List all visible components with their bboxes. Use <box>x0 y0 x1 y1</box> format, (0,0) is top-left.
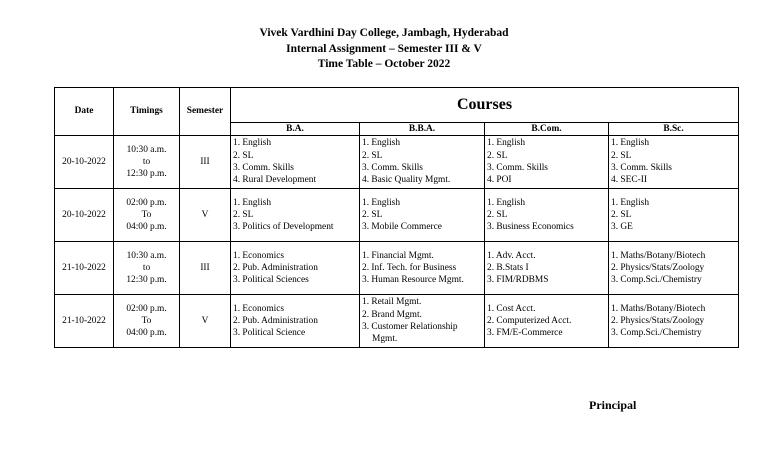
bba-subjects <box>360 295 485 348</box>
list-item: 2. Physics/Stats/Zoology <box>611 262 705 273</box>
list-item: 3. Political Sciences <box>233 275 309 286</box>
principal-signature-label: Principal <box>589 398 637 412</box>
timings-header: Timings <box>114 88 180 136</box>
table-row <box>55 242 739 295</box>
time-to: 12:30 p.m. <box>126 275 167 286</box>
semester-cell: V <box>180 189 231 242</box>
list-item: 1. Maths/Botany/Biotech <box>611 250 706 261</box>
bcom-subjects <box>485 295 609 348</box>
date-header: Date <box>55 88 114 136</box>
list-item: 1. English <box>611 197 650 208</box>
list-item: 1. Economics <box>233 250 285 261</box>
date-cell: 21-10-2022 <box>55 295 114 348</box>
course-head-bba: B.B.A. <box>360 123 485 136</box>
list-item: 2. SL <box>611 209 632 220</box>
list-item: 2. Brand Mgmt. <box>362 309 422 320</box>
list-item: 1. Retail Mgmt. <box>362 297 422 308</box>
date-cell: 21-10-2022 <box>55 242 114 295</box>
list-item: 1. English <box>233 197 272 208</box>
document-header <box>0 26 768 73</box>
list-item: 2. SL <box>487 150 508 161</box>
bcom-subjects <box>485 189 609 242</box>
list-item: 4. SEC-II <box>611 175 647 186</box>
list-item: 1. Maths/Botany/Biotech <box>611 303 706 314</box>
timing-cell <box>114 189 180 242</box>
course-head-bcom: B.Com. <box>485 123 609 136</box>
table-row <box>55 295 739 348</box>
courses-header: Courses <box>231 88 739 123</box>
table-row <box>55 189 739 242</box>
list-item: 2. SL <box>233 209 254 220</box>
list-item: 2. Computerized Acct. <box>487 315 572 326</box>
list-item: 3. Comm. Skills <box>362 163 423 173</box>
table-row <box>55 136 739 189</box>
bba-subjects <box>360 136 485 189</box>
time-to-word: to <box>142 156 151 167</box>
college-name: Vivek Vardhini Day College, Jambagh, Hyderabad <box>259 27 509 39</box>
course-head-ba: B.A. <box>231 123 360 136</box>
bsc-subjects <box>609 295 739 348</box>
ba-subjects <box>231 136 360 189</box>
bba-subjects <box>360 189 485 242</box>
bsc-subjects <box>609 242 739 295</box>
list-item: 3. FIM/RDBMS <box>487 275 549 286</box>
course-head-bsc: B.Sc. <box>609 123 739 136</box>
list-item: 3. Comp.Sci./Chemistry <box>611 275 702 286</box>
time-to-word: To <box>141 315 152 326</box>
time-to: 04:00 p.m. <box>126 328 167 339</box>
list-item: 2. SL <box>487 209 508 220</box>
bba-subjects <box>360 242 485 295</box>
list-item: 3. Political Science <box>233 328 306 339</box>
list-item: 1. Adv. Acct. <box>487 250 536 261</box>
list-item: 1. English <box>611 138 650 149</box>
ba-subjects <box>231 242 360 295</box>
list-item: 2. B.Stats I <box>487 262 529 273</box>
list-item: 1. English <box>487 197 526 208</box>
list-item: 2. Physics/Stats/Zoology <box>611 315 705 326</box>
timetable-title: Time Table – October 2022 <box>317 58 451 70</box>
time-to-word: to <box>142 262 151 273</box>
list-item: 2. Pub. Administration <box>233 262 318 273</box>
date-cell: 20-10-2022 <box>55 136 114 189</box>
semester-header: Semester <box>180 88 231 136</box>
list-item: 2. SL <box>611 150 632 161</box>
list-item: 2. SL <box>362 209 383 220</box>
list-item: 3. FM/E-Commerce <box>487 328 563 339</box>
date-cell: 20-10-2022 <box>55 189 114 242</box>
ba-subjects <box>231 189 360 242</box>
list-item: 1. Cost Acct. <box>487 303 536 314</box>
bsc-subjects <box>609 189 739 242</box>
list-item: 3. Mobile Commerce <box>362 222 442 233</box>
timing-cell <box>114 242 180 295</box>
list-item: 4. POI <box>487 175 512 186</box>
list-item: 4. Rural Development <box>233 175 317 186</box>
time-to: 04:00 p.m. <box>126 222 167 233</box>
list-item: 1. English <box>487 138 526 149</box>
list-item: 3. Business Economics <box>487 222 574 233</box>
time-from: 10:30 a.m. <box>126 250 167 261</box>
time-to-word: To <box>141 209 152 220</box>
ba-subjects <box>231 295 360 348</box>
list-item: 1. Economics <box>233 303 285 314</box>
list-item: 1. English <box>233 138 272 149</box>
list-item: 3. Politics of Development <box>233 222 334 233</box>
list-item: 1. Financial Mgmt. <box>362 250 434 261</box>
semester-cell: III <box>180 136 231 189</box>
time-to: 12:30 p.m. <box>126 169 167 180</box>
bcom-subjects <box>485 136 609 189</box>
list-item: 2. SL <box>362 150 383 161</box>
list-item: 3. Customer Relationship Mgmt. <box>362 322 458 345</box>
semester-cell: V <box>180 295 231 348</box>
timing-cell <box>114 295 180 348</box>
list-item: 3. Comm. Skills <box>487 163 548 173</box>
list-item: 3. Comm. Skills <box>233 163 294 173</box>
assignment-title: Internal Assignment – Semester III & V <box>286 42 482 55</box>
bsc-subjects <box>609 136 739 189</box>
timetable <box>54 87 739 348</box>
list-item: 2. Pub. Administration <box>233 315 318 326</box>
list-item: 2. Inf. Tech. for Business <box>362 262 457 273</box>
time-from: 10:30 a.m. <box>126 144 167 155</box>
list-item: 3. Comm. Skills <box>611 163 672 173</box>
timing-cell <box>114 136 180 189</box>
list-item: 3. Human Resource Mgmt. <box>362 275 464 286</box>
list-item: 3. Comp.Sci./Chemistry <box>611 328 702 339</box>
time-from: 02:00 p.m. <box>126 303 167 314</box>
semester-cell: III <box>180 242 231 295</box>
list-item: 3. GE <box>611 222 633 233</box>
bcom-subjects <box>485 242 609 295</box>
list-item: 1. English <box>362 138 401 149</box>
time-from: 02:00 p.m. <box>126 197 167 208</box>
list-item: 2. SL <box>233 150 254 161</box>
list-item: 1. English <box>362 197 401 208</box>
list-item: 4. Basic Quality Mgmt. <box>362 175 451 186</box>
